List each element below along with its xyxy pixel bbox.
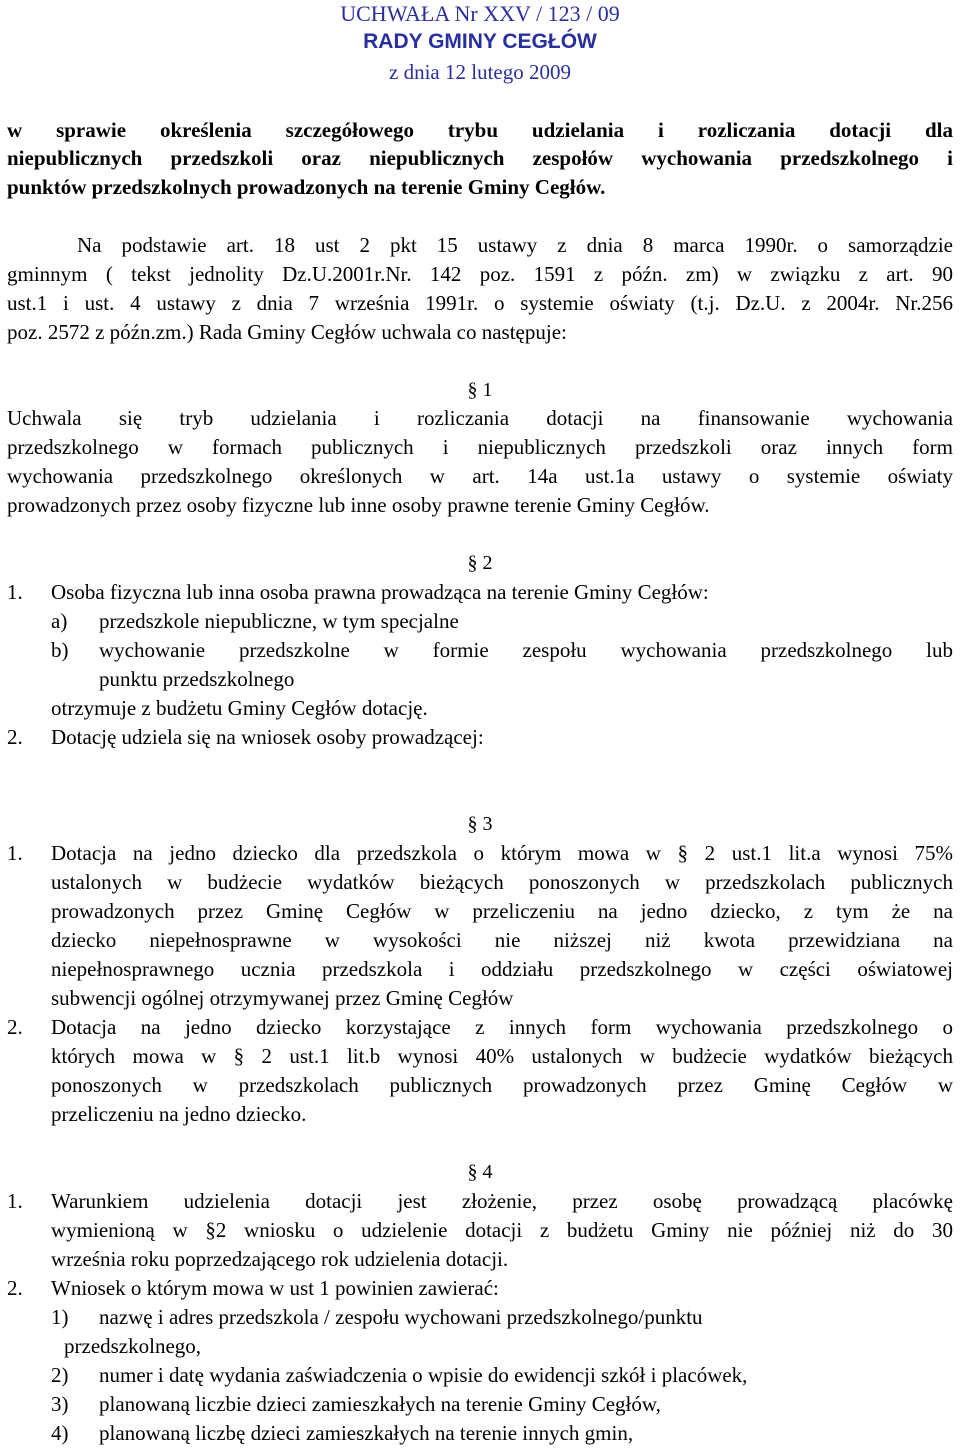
- section-4-item: planowaną liczbie dzieci zamieszkałych na terenie Gminy Cegłów,: [99, 1392, 661, 1416]
- section-3-line: prowadzonych przez Gminę Cegłów w przeliczeniu na jedno dziecko, z tym że na: [51, 899, 953, 923]
- section-1-line: przedszkolnego w formach publicznych i niepublicznych przedszkoli oraz innych form: [7, 435, 953, 459]
- section-heading: § 1: [467, 379, 493, 401]
- section-1-line: wychowania przedszkolnego określonych w art. 14a ust.1a ustawy o systemie oświaty: [7, 464, 953, 488]
- section-4-item: planowaną liczbę dzieci zamieszkałych na terenie innych gmin,: [99, 1421, 634, 1445]
- item-marker: 2): [51, 1363, 69, 1387]
- council-name: RADY GMINY CEGŁÓW: [363, 30, 597, 53]
- section-heading: § 3: [467, 813, 493, 835]
- section-3-line: przeliczeniu na jedno dziecko.: [51, 1102, 307, 1126]
- section-4-line: wymienioną w §2 wniosku o udzielenie dotacji z budżetu Gminy nie później niż do 30: [51, 1218, 953, 1242]
- section-3-line: niepełnosprawnego ucznia przedszkola i oddziału przedszkolnego w części oświatowej: [51, 957, 953, 981]
- section-2-line: Osoba fizyczna lub inna osoba prawna prowadząca na terenie Gminy Cegłów:: [51, 580, 709, 604]
- preamble-line: ust.1 i ust. 4 ustawy z dnia 7 września 1991r. o systemie oświaty (t.j. Dz.U. z 2004r. Nr.256: [7, 291, 953, 315]
- resolution-date: z dnia 12 lutego 2009: [389, 60, 571, 84]
- section-4-item: nazwę i adres przedszkola / zespołu wychowani przedszkolnego/punktu: [99, 1305, 703, 1329]
- paragraph-number: 2.: [7, 725, 23, 749]
- section-4-line: Wniosek o którym mowa w ust 1 powinien zawierać:: [51, 1276, 499, 1300]
- section-2-line: otrzymuje z budżetu Gminy Cegłów dotację.: [51, 696, 428, 720]
- section-3-line: subwencji ogólnej otrzymywanej przez Gminę Cegłów: [51, 986, 514, 1010]
- section-1-line: prowadzonych przez osoby fizyczne lub inne osoby prawne terenie Gminy Cegłów.: [7, 493, 710, 517]
- paragraph-number: 2.: [7, 1015, 23, 1039]
- section-1-line: Uchwala się tryb udzielania i rozliczania dotacji na finansowanie wychowania: [7, 406, 953, 430]
- section-4-line: września roku poprzedzającego rok udzielenia dotacji.: [51, 1247, 509, 1271]
- item-marker: a): [51, 609, 68, 633]
- section-heading: § 4: [467, 1161, 493, 1183]
- section-3-line: dziecko niepełnosprawne w wysokości nie niższej niż kwota przewidziana na: [51, 928, 953, 952]
- item-marker: 4): [51, 1421, 69, 1445]
- paragraph-number: 2.: [7, 1276, 23, 1300]
- section-4-line: Warunkiem udzielenia dotacji jest złożenie, przez osobę prowadzącą placówkę: [51, 1189, 953, 1213]
- subject-line: niepublicznych przedszkoli oraz niepublicznych zespołów wychowania przedszkolnego i: [7, 146, 953, 170]
- paragraph-number: 1.: [7, 841, 23, 865]
- paragraph-number: 1.: [7, 1189, 23, 1213]
- section-heading: § 2: [467, 552, 493, 574]
- section-2-line: Dotację udziela się na wniosek osoby prowadzącej:: [51, 725, 484, 749]
- section-2-item: wychowanie przedszkolne w formie zespołu wychowania przedszkolnego lub: [99, 638, 953, 662]
- item-marker: b): [51, 638, 69, 662]
- section-3-line: ponoszonych w przedszkolach publicznych prowadzonych przez Gminę Cegłów w: [51, 1073, 953, 1097]
- subject-line: punktów przedszkolnych prowadzonych na terenie Gminy Cegłów.: [7, 175, 606, 199]
- preamble-line: gminnym ( tekst jednolity Dz.U.2001r.Nr. 142 poz. 1591 z późn. zm) w związku z art. 90: [7, 262, 953, 286]
- section-2-item: punktu przedszkolnego: [99, 667, 295, 691]
- item-marker: 1): [51, 1305, 69, 1329]
- resolution-title: UCHWAŁA Nr XXV / 123 / 09: [340, 1, 620, 26]
- section-4-item: numer i datę wydania zaświadczenia o wpisie do ewidencji szkół i placówek,: [99, 1363, 748, 1387]
- section-3-line: których mowa w § 2 ust.1 lit.b wynosi 40% ustalonych w budżecie wydatków bieżących: [51, 1044, 953, 1068]
- section-3-line: ustalonych w budżecie wydatków bieżących ponoszonych w przedszkolach publicznych: [51, 870, 953, 894]
- subject-line: w sprawie określenia szczegółowego trybu udzielania i rozliczania dotacji dla: [7, 118, 953, 142]
- section-4-item: przedszkolnego,: [64, 1334, 202, 1358]
- preamble-line: poz. 2572 z późn.zm.) Rada Gminy Cegłów uchwala co następuje:: [7, 320, 567, 344]
- item-marker: 3): [51, 1392, 69, 1416]
- section-2-item: przedszkole niepubliczne, w tym specjalne: [99, 609, 459, 633]
- preamble-line: Na podstawie art. 18 ust 2 pkt 15 ustawy z dnia 8 marca 1990r. o samorządzie: [77, 233, 953, 257]
- section-3-line: Dotacja na jedno dziecko dla przedszkola o którym mowa w § 2 ust.1 lit.a wynosi 75%: [51, 841, 953, 865]
- section-3-line: Dotacja na jedno dziecko korzystające z innych form wychowania przedszkolnego o: [51, 1015, 953, 1039]
- paragraph-number: 1.: [7, 580, 23, 604]
